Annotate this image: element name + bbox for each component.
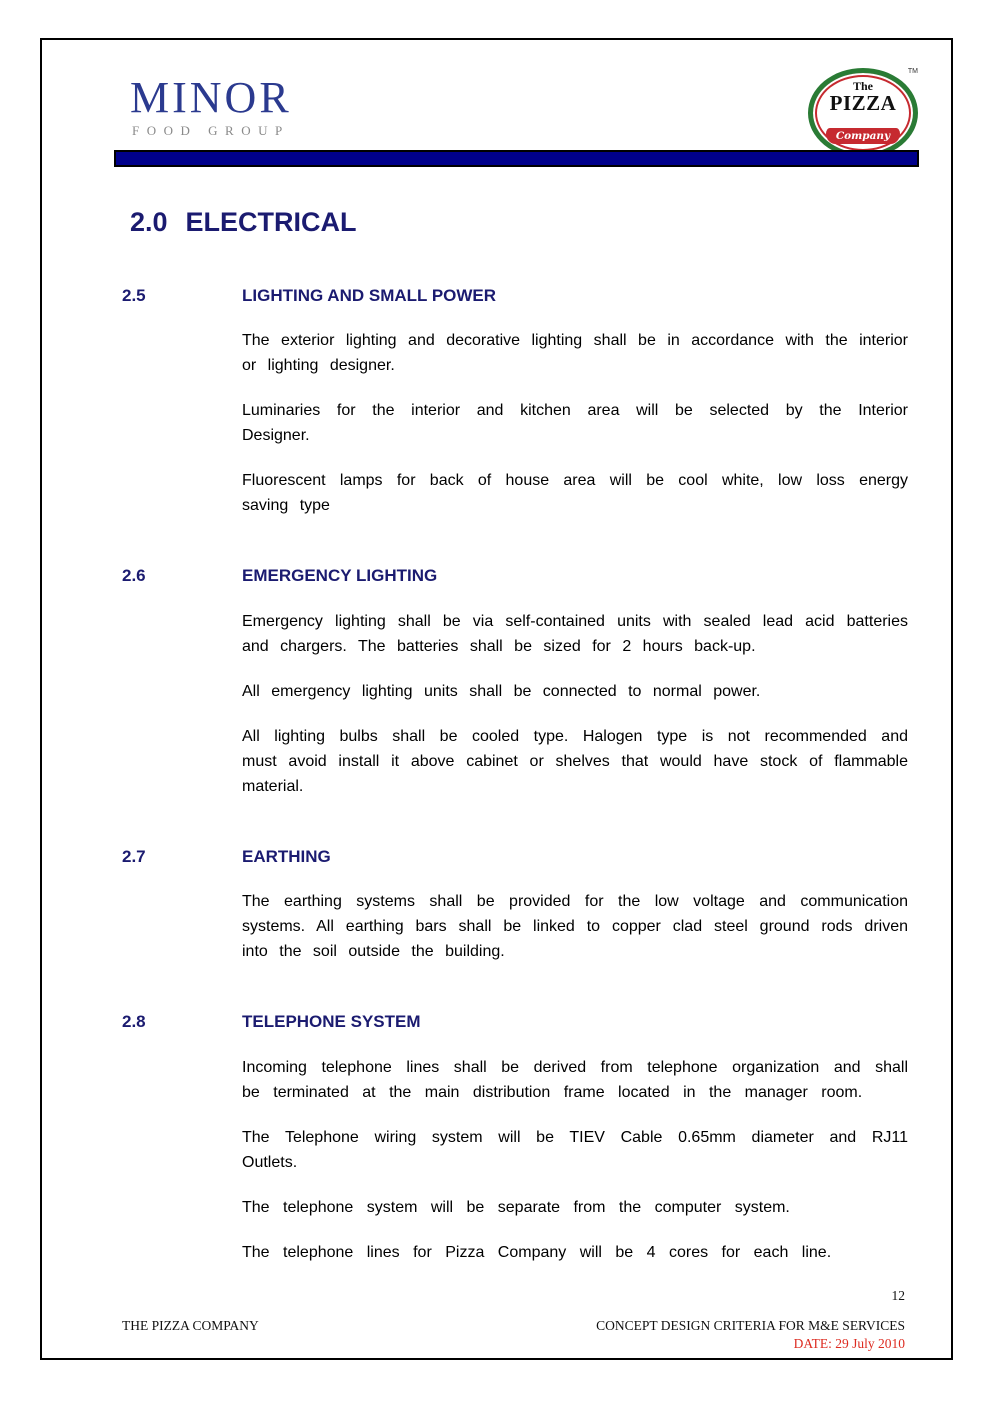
section-number: 2.5 — [122, 286, 146, 306]
paragraph: The Telephone wiring system will be TIEV Cable 0.65mm diameter and RJ11 Outlets. — [242, 1128, 908, 1171]
paragraph: All emergency lighting units shall be connected to normal power. — [242, 682, 761, 700]
footer — [42, 1288, 951, 1352]
footer-company-name: THE PIZZA COMPANY — [122, 1318, 259, 1333]
section-number: 2.8 — [122, 1012, 146, 1032]
paragraph: Emergency lighting shall be via self-contained units with sealed lead acid batteries and chargers. The batteries shall be sized for 2 hours back-up. — [242, 612, 908, 655]
paragraph: All lighting bulbs shall be cooled type. Halogen type is not recommended and must avoid install it above cabinet or shelves that would have stock of flammable material. — [242, 727, 908, 795]
paragraph: The exterior lighting and decorative lighting shall be in accordance with the interior or lighting designer. — [242, 332, 908, 375]
paragraph: The telephone system will be separate from the computer system. — [242, 1198, 790, 1216]
section-body — [242, 1012, 908, 1264]
section-number: 2.6 — [122, 566, 146, 586]
pizza-logo-ribbon: Company — [826, 128, 900, 144]
section-heading: LIGHTING AND SMALL POWER — [242, 286, 497, 306]
page-number: 12 — [891, 1288, 905, 1303]
section-emergency-lighting — [122, 566, 908, 798]
paragraph: Fluorescent lamps for back of house area will be cool white, low loss energy saving type — [242, 472, 908, 515]
footer-row — [122, 1318, 905, 1334]
footer-date: DATE: 29 July 2010 — [793, 1336, 905, 1351]
minor-logo-text: MINOR — [130, 73, 292, 122]
section-heading: EARTHING — [242, 846, 331, 866]
section-lighting-and-small-power — [122, 286, 908, 518]
document-content — [42, 169, 951, 1265]
section-heading: EMERGENCY LIGHTING — [242, 566, 438, 586]
pizza-logo-oval — [808, 68, 918, 158]
minor-food-group-logo — [130, 73, 292, 139]
paragraph: The earthing systems shall be provided for the low voltage and communication systems. All earthing bars shall be linked to copper clad steel ground rods driven into the soil outside the building. — [242, 893, 908, 961]
pizza-company-logo — [808, 68, 918, 156]
section-number: 2.7 — [122, 846, 146, 866]
page-border — [40, 38, 953, 1360]
paragraph: Incoming telephone lines shall be derived from telephone organization and shall be terminated at the main distribution frame located in the manager room. — [242, 1058, 908, 1101]
section-body — [242, 847, 908, 964]
minor-logo-subtitle: FOOD GROUP — [132, 123, 290, 138]
pizza-logo-the: The — [852, 79, 873, 93]
pizza-logo-word: PIZZA — [829, 91, 897, 115]
section-telephone-system — [122, 1012, 908, 1264]
paragraph: The telephone lines for Pizza Company will be 4 cores for each line. — [242, 1243, 832, 1261]
section-body — [242, 286, 908, 518]
page-title-number: 2.0 — [130, 207, 168, 237]
trademark-symbol: TM — [907, 68, 918, 75]
paragraph: Luminaries for the interior and kitchen area will be selected by the Interior Designer. — [242, 402, 908, 445]
footer-document-title: CONCEPT DESIGN CRITERIA FOR M&E SERVICES — [596, 1318, 905, 1333]
page-title — [130, 207, 908, 238]
page-title-text: ELECTRICAL — [185, 207, 357, 237]
section-body — [242, 566, 908, 798]
navy-divider-bar — [114, 150, 919, 167]
section-earthing — [122, 847, 908, 964]
section-heading: TELEPHONE SYSTEM — [242, 1012, 421, 1032]
